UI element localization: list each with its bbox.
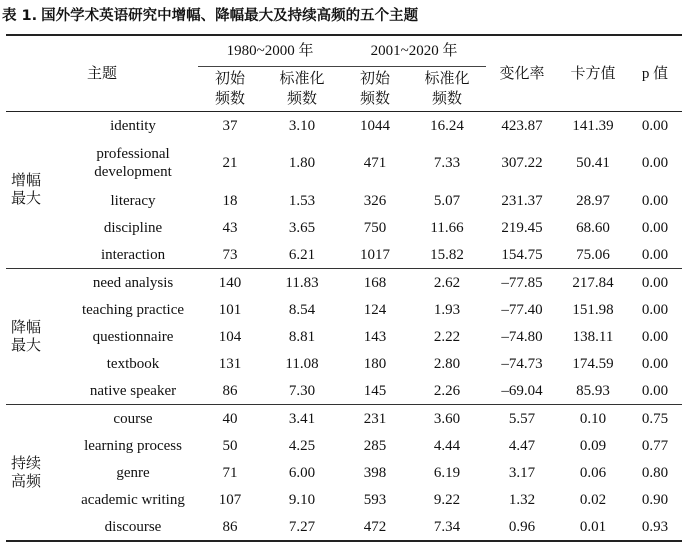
topic-term: course — [68, 405, 198, 433]
group-label-line: 最大 — [10, 337, 41, 354]
chi-square-cell: 151.98 — [572, 301, 614, 318]
initial-frequency-1980-2000-cell: 43 — [222, 219, 238, 236]
initial-frequency-1980-2000-cell: 86 — [222, 382, 238, 399]
table-row — [6, 405, 682, 433]
chi-square-cell: 68.60 — [576, 219, 610, 236]
change-rate-cell: 231.37 — [501, 192, 543, 209]
standardized-frequency-2001-2020-cell: 7.34 — [408, 513, 486, 541]
standardized-frequency-2001-2020-cell: 3.60 — [408, 405, 486, 433]
standardized-frequency-1980-2000-cell: 9.10 — [288, 491, 316, 508]
topic-term: identity — [110, 117, 156, 134]
initial-frequency-2001-2020-cell: 1044 — [360, 117, 391, 134]
initial-frequency-2001-2020-cell: 145 — [363, 382, 387, 399]
change-rate-cell: 307.22 — [501, 155, 543, 171]
header-chi-square: 卡方值 — [558, 35, 628, 112]
chi-square-cell: 141.39 — [572, 117, 614, 134]
p-value-cell: 0.75 — [628, 405, 682, 433]
change-rate-cell: –77.40 — [501, 301, 543, 318]
standardized-frequency-2001-2020-cell: 16.24 — [430, 117, 464, 134]
p-value-cell: 0.80 — [641, 464, 669, 481]
standardized-frequency-2001-2020-cell: 15.82 — [430, 246, 464, 263]
topic-term: literacy — [110, 192, 156, 209]
topic-term: teaching practice — [81, 301, 185, 318]
chi-square-cell: 0.06 — [579, 464, 607, 481]
initial-frequency-2001-2020-cell: 168 — [342, 269, 408, 297]
initial-frequency-2001-2020-cell: 143 — [363, 328, 387, 345]
initial-frequency-1980-2000-cell: 107 — [218, 491, 242, 508]
change-rate-cell: –74.73 — [501, 355, 543, 372]
chi-square-cell: 174.59 — [572, 355, 614, 372]
standardized-frequency-2001-2020-cell: 11.66 — [430, 219, 464, 236]
chi-square-cell: 217.84 — [558, 269, 628, 297]
p-value-cell: 0.00 — [641, 219, 669, 236]
topic-term: need analysis — [68, 269, 198, 297]
standardized-frequency-1980-2000-cell: 1.80 — [288, 155, 316, 171]
p-value-cell: 0.00 — [641, 355, 669, 372]
topic-term: academic writing — [81, 491, 185, 508]
standardized-frequency-1980-2000-cell: 1.53 — [288, 192, 316, 209]
initial-frequency-2001-2020-cell: 180 — [363, 355, 387, 372]
p-value-cell: 0.00 — [641, 117, 669, 134]
topic-term: questionnaire — [92, 328, 174, 345]
p-value-cell: 0.00 — [641, 192, 669, 209]
change-rate-cell: 3.17 — [508, 464, 536, 481]
initial-frequency-2001-2020-cell: 593 — [363, 491, 387, 508]
group-label — [6, 112, 68, 269]
chi-square-cell: 138.11 — [572, 328, 614, 345]
topic-frequency-table — [6, 34, 682, 542]
topic-term: textbook — [106, 355, 160, 372]
table-row — [6, 269, 682, 297]
table-row — [6, 459, 682, 486]
group-label-line: 增幅 — [10, 173, 41, 189]
p-value-cell: 0.90 — [641, 491, 669, 508]
header-initial-frequency-line2: 频数 — [360, 91, 391, 107]
topic-term: discipline — [103, 219, 163, 236]
chi-square-cell: 0.02 — [579, 491, 607, 508]
standardized-frequency-1980-2000-cell: 6.00 — [288, 464, 316, 481]
table-caption-text: 国外学术英语研究中增幅、降幅最大及持续高频的五个主题 — [41, 8, 419, 24]
topic-term: learning process — [84, 437, 182, 454]
header-change-rate: 变化率 — [486, 35, 558, 112]
p-value-cell: 0.93 — [628, 513, 682, 541]
initial-frequency-2001-2020-cell: 398 — [363, 464, 387, 481]
standardized-frequency-2001-2020-cell: 1.93 — [433, 301, 461, 318]
change-rate-cell: 5.57 — [486, 405, 558, 433]
header-initial-frequency-2 — [342, 67, 408, 112]
group-label — [6, 405, 68, 542]
change-rate-cell: 0.96 — [486, 513, 558, 541]
p-value-cell: 0.00 — [641, 328, 669, 345]
header-period-1980-2000: 1980~2000 年 — [198, 35, 342, 67]
initial-frequency-2001-2020-cell: 471 — [363, 155, 387, 171]
group-label-line: 高频 — [10, 473, 41, 490]
change-rate-cell: –77.85 — [486, 269, 558, 297]
header-period-2001-2020: 2001~2020 年 — [342, 35, 486, 67]
initial-frequency-1980-2000-cell: 140 — [198, 269, 262, 297]
p-value-cell: 0.00 — [641, 246, 669, 263]
initial-frequency-2001-2020-cell: 1017 — [360, 246, 391, 263]
topic-term: genre — [116, 464, 150, 481]
p-value-cell: 0.77 — [641, 437, 669, 454]
initial-frequency-1980-2000-cell: 71 — [222, 464, 238, 481]
standardized-frequency-1980-2000-cell: 7.30 — [288, 382, 316, 399]
standardized-frequency-2001-2020-cell: 2.62 — [408, 269, 486, 297]
p-value-cell: 0.00 — [628, 269, 682, 297]
chi-square-cell: 75.06 — [576, 246, 610, 263]
header-p-value: p 值 — [628, 35, 682, 112]
standardized-frequency-2001-2020-cell: 7.33 — [433, 155, 461, 171]
initial-frequency-2001-2020-cell: 326 — [363, 192, 387, 209]
standardized-frequency-1980-2000-cell: 3.41 — [262, 405, 342, 433]
change-rate-cell: –74.80 — [501, 328, 543, 345]
initial-frequency-2001-2020-cell: 231 — [342, 405, 408, 433]
table-row — [6, 350, 682, 377]
initial-frequency-1980-2000-cell: 86 — [198, 513, 262, 541]
table-row — [6, 139, 682, 187]
topic-term: interaction — [100, 246, 166, 263]
group-label — [6, 269, 68, 405]
header-standardized-frequency-line2: 频数 — [432, 91, 463, 107]
table-caption — [2, 4, 418, 25]
header-topic: 主题 — [6, 35, 198, 112]
table-row — [6, 187, 682, 214]
header-initial-frequency-line2: 频数 — [215, 91, 246, 107]
initial-frequency-1980-2000-cell: 21 — [222, 155, 238, 171]
initial-frequency-2001-2020-cell: 750 — [363, 219, 387, 236]
table-row — [6, 214, 682, 241]
initial-frequency-1980-2000-cell: 101 — [218, 301, 242, 318]
standardized-frequency-2001-2020-cell: 9.22 — [433, 491, 461, 508]
standardized-frequency-2001-2020-cell: 2.80 — [433, 355, 461, 372]
initial-frequency-1980-2000-cell: 40 — [198, 405, 262, 433]
standardized-frequency-1980-2000-cell: 7.27 — [262, 513, 342, 541]
standardized-frequency-1980-2000-cell: 3.65 — [288, 219, 316, 236]
initial-frequency-1980-2000-cell: 18 — [222, 192, 238, 209]
table-row — [6, 432, 682, 459]
initial-frequency-1980-2000-cell: 104 — [218, 328, 242, 345]
change-rate-cell: 1.32 — [508, 491, 536, 508]
initial-frequency-2001-2020-cell: 285 — [363, 437, 387, 454]
standardized-frequency-1980-2000-cell: 8.81 — [288, 328, 316, 345]
change-rate-cell: 423.87 — [501, 117, 543, 134]
change-rate-cell: –69.04 — [501, 382, 543, 399]
header-initial-frequency-line1: 初始 — [360, 71, 391, 87]
standardized-frequency-1980-2000-cell: 4.25 — [288, 437, 316, 454]
initial-frequency-1980-2000-cell: 50 — [222, 437, 238, 454]
initial-frequency-1980-2000-cell: 73 — [222, 246, 238, 263]
header-standardized-frequency-line1: 标准化 — [279, 71, 325, 87]
initial-frequency-2001-2020-cell: 124 — [363, 301, 387, 318]
p-value-cell: 0.00 — [641, 301, 669, 318]
table-row — [6, 323, 682, 350]
change-rate-cell: 154.75 — [501, 246, 543, 263]
p-value-cell: 0.00 — [641, 382, 669, 399]
chi-square-cell: 0.09 — [579, 437, 607, 454]
initial-frequency-1980-2000-cell: 131 — [218, 355, 242, 372]
group-label-line: 最大 — [10, 191, 41, 207]
topic-term: native speaker — [89, 382, 177, 399]
header-initial-frequency-line1: 初始 — [215, 71, 246, 87]
standardized-frequency-2001-2020-cell: 4.44 — [433, 437, 461, 454]
initial-frequency-1980-2000-cell: 37 — [222, 117, 238, 134]
standardized-frequency-2001-2020-cell: 5.07 — [433, 192, 461, 209]
table-row — [6, 296, 682, 323]
change-rate-cell: 4.47 — [508, 437, 536, 454]
chi-square-cell: 85.93 — [576, 382, 610, 399]
header-standardized-frequency-1 — [262, 67, 342, 112]
header-standardized-frequency-line2: 频数 — [287, 91, 318, 107]
standardized-frequency-2001-2020-cell: 6.19 — [433, 464, 461, 481]
topic-term: discourse — [68, 513, 198, 541]
standardized-frequency-2001-2020-cell: 2.26 — [433, 382, 461, 399]
standardized-frequency-1980-2000-cell: 11.83 — [262, 269, 342, 297]
header-standardized-frequency-line1: 标准化 — [424, 71, 470, 87]
group-label-line: 降幅 — [10, 319, 41, 336]
chi-square-cell: 0.10 — [558, 405, 628, 433]
standardized-frequency-1980-2000-cell: 11.08 — [285, 355, 319, 372]
header-standardized-frequency-2 — [408, 67, 486, 112]
chi-square-cell: 50.41 — [576, 155, 610, 171]
standardized-frequency-1980-2000-cell: 3.10 — [288, 117, 316, 134]
chi-square-cell: 28.97 — [576, 192, 610, 209]
table-caption-label: 表 1. — [2, 8, 38, 24]
initial-frequency-2001-2020-cell: 472 — [342, 513, 408, 541]
standardized-frequency-1980-2000-cell: 6.21 — [288, 246, 316, 263]
table-row — [6, 513, 682, 541]
topic-term: professional development — [94, 146, 172, 180]
standardized-frequency-2001-2020-cell: 2.22 — [433, 328, 461, 345]
table-row — [6, 112, 682, 140]
table-row — [6, 377, 682, 405]
table-body — [6, 112, 682, 542]
table-row — [6, 486, 682, 513]
chi-square-cell: 0.01 — [558, 513, 628, 541]
group-label-line: 持续 — [10, 455, 41, 472]
table-row — [6, 241, 682, 269]
table-header — [6, 35, 682, 112]
header-initial-frequency-1 — [198, 67, 262, 112]
change-rate-cell: 219.45 — [501, 219, 543, 236]
p-value-cell: 0.00 — [641, 155, 669, 171]
standardized-frequency-1980-2000-cell: 8.54 — [288, 301, 316, 318]
